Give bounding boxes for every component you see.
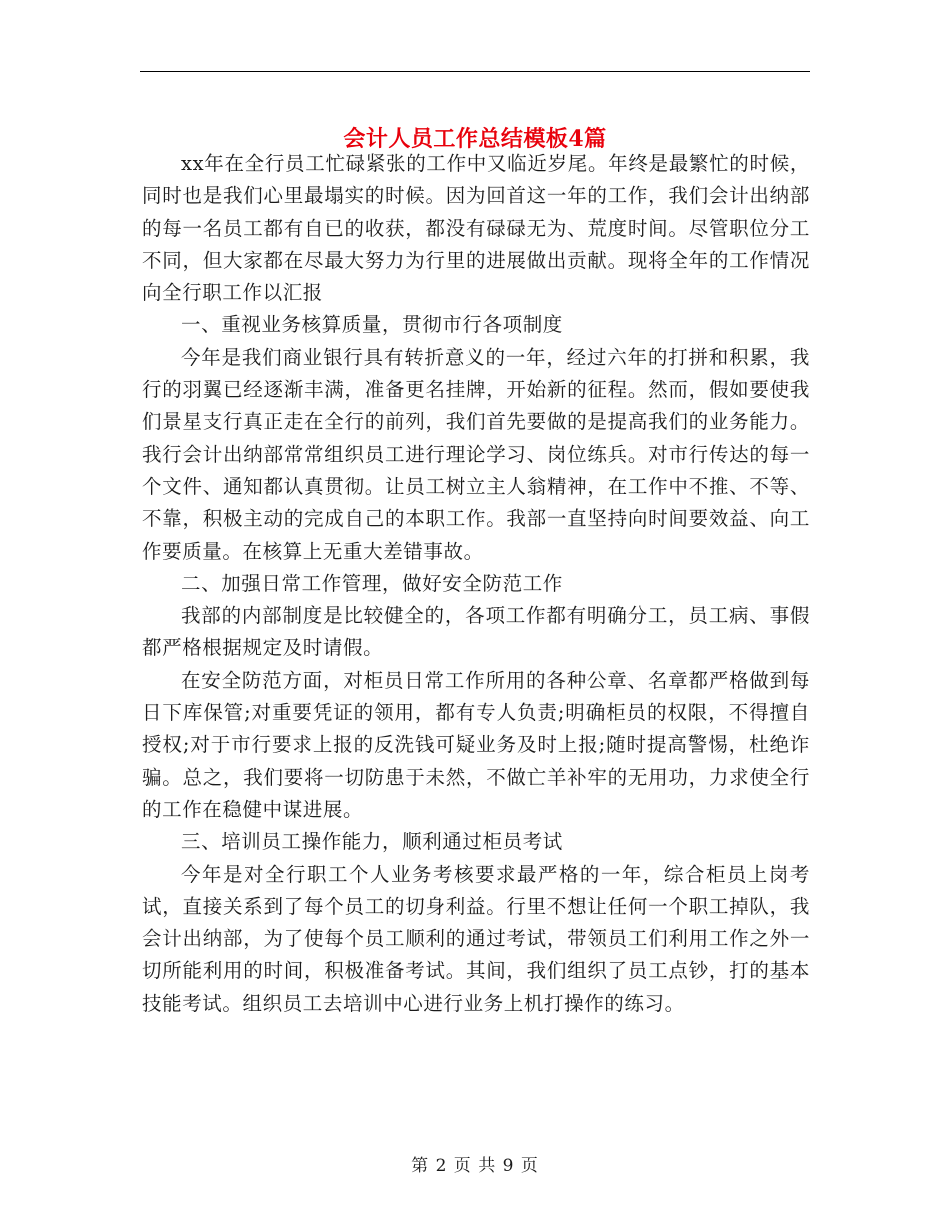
section-heading-3: 三、培训员工操作能力，顺利通过柜员考试: [181, 830, 563, 854]
document-title: 会计人员工作总结模板4篇: [343, 125, 607, 152]
section-2-paragraph-1: 我部的内部制度是比较健全的，各项工作都有明确分工，员工病、事假都严格根据规定及时请假。: [142, 604, 810, 660]
section-2-paragraph-2: 在安全防范方面，对柜员日常工作所用的各种公章、名章都严格做到每日下库保管;对重要凭证的领用，都有专人负责;明确柜员的权限，不得擅自授权;对于市行要求上报的反洗钱可疑业务及时上报;随时提高警惕，杜绝诈骗。总之，我们要将一切防患于未然，不做亡羊补牢的无用功，力求使全行的工作在稳健中谋进展。: [142, 668, 810, 821]
header-rule: [140, 71, 810, 72]
section-heading-2: 二、加强日常工作管理，做好安全防范工作: [181, 571, 563, 595]
document-body: [142, 148, 810, 1020]
page-number: 第 2 页 共 9 页: [411, 1156, 539, 1176]
section-1-paragraph: 今年是我们商业银行具有转折意义的一年，经过六年的打拼和积累，我行的羽翼已经逐渐丰满，准备更名挂牌，开始新的征程。然而，假如要使我们景星支行真正走在全行的前列，我们首先要做的是提高我们的业务能力。我行会计出纳部常常组织员工进行理论学习、岗位练兵。对市行传达的每一个文件、通知都认真贯彻。让员工树立主人翁精神，在工作中不推、不等、不靠，积极主动的完成自己的本职工作。我部一直坚持向时间要效益、向工作要质量。在核算上无重大差错事故。: [142, 345, 810, 563]
section-heading-1: 一、重视业务核算质量，贯彻市行各项制度: [181, 313, 563, 337]
intro-paragraph: xx年在全行员工忙碌紧张的工作中又临近岁尾。年终是最繁忙的时候，同时也是我们心里最塌实的时候。因为回首这一年的工作，我们会计出纳部的每一名员工都有自已的收获，都没有碌碌无为、荒度时间。尽管职位分工不同，但大家都在尽最大努力为行里的进展做出贡献。现将全年的工作情况向全行职工作以汇报: [142, 152, 810, 305]
section-3-paragraph: 今年是对全行职工个人业务考核要求最严格的一年，综合柜员上岗考试，直接关系到了每个员工的切身利益。行里不想让任何一个职工掉队，我会计出纳部，为了使每个员工顺利的通过考试，带领员工们利用工作之外一切所能利用的时间，积极准备考试。其间，我们组织了员工点钞，打的基本技能考试。组织员工去培训中心进行业务上机打操作的练习。: [142, 862, 810, 1015]
